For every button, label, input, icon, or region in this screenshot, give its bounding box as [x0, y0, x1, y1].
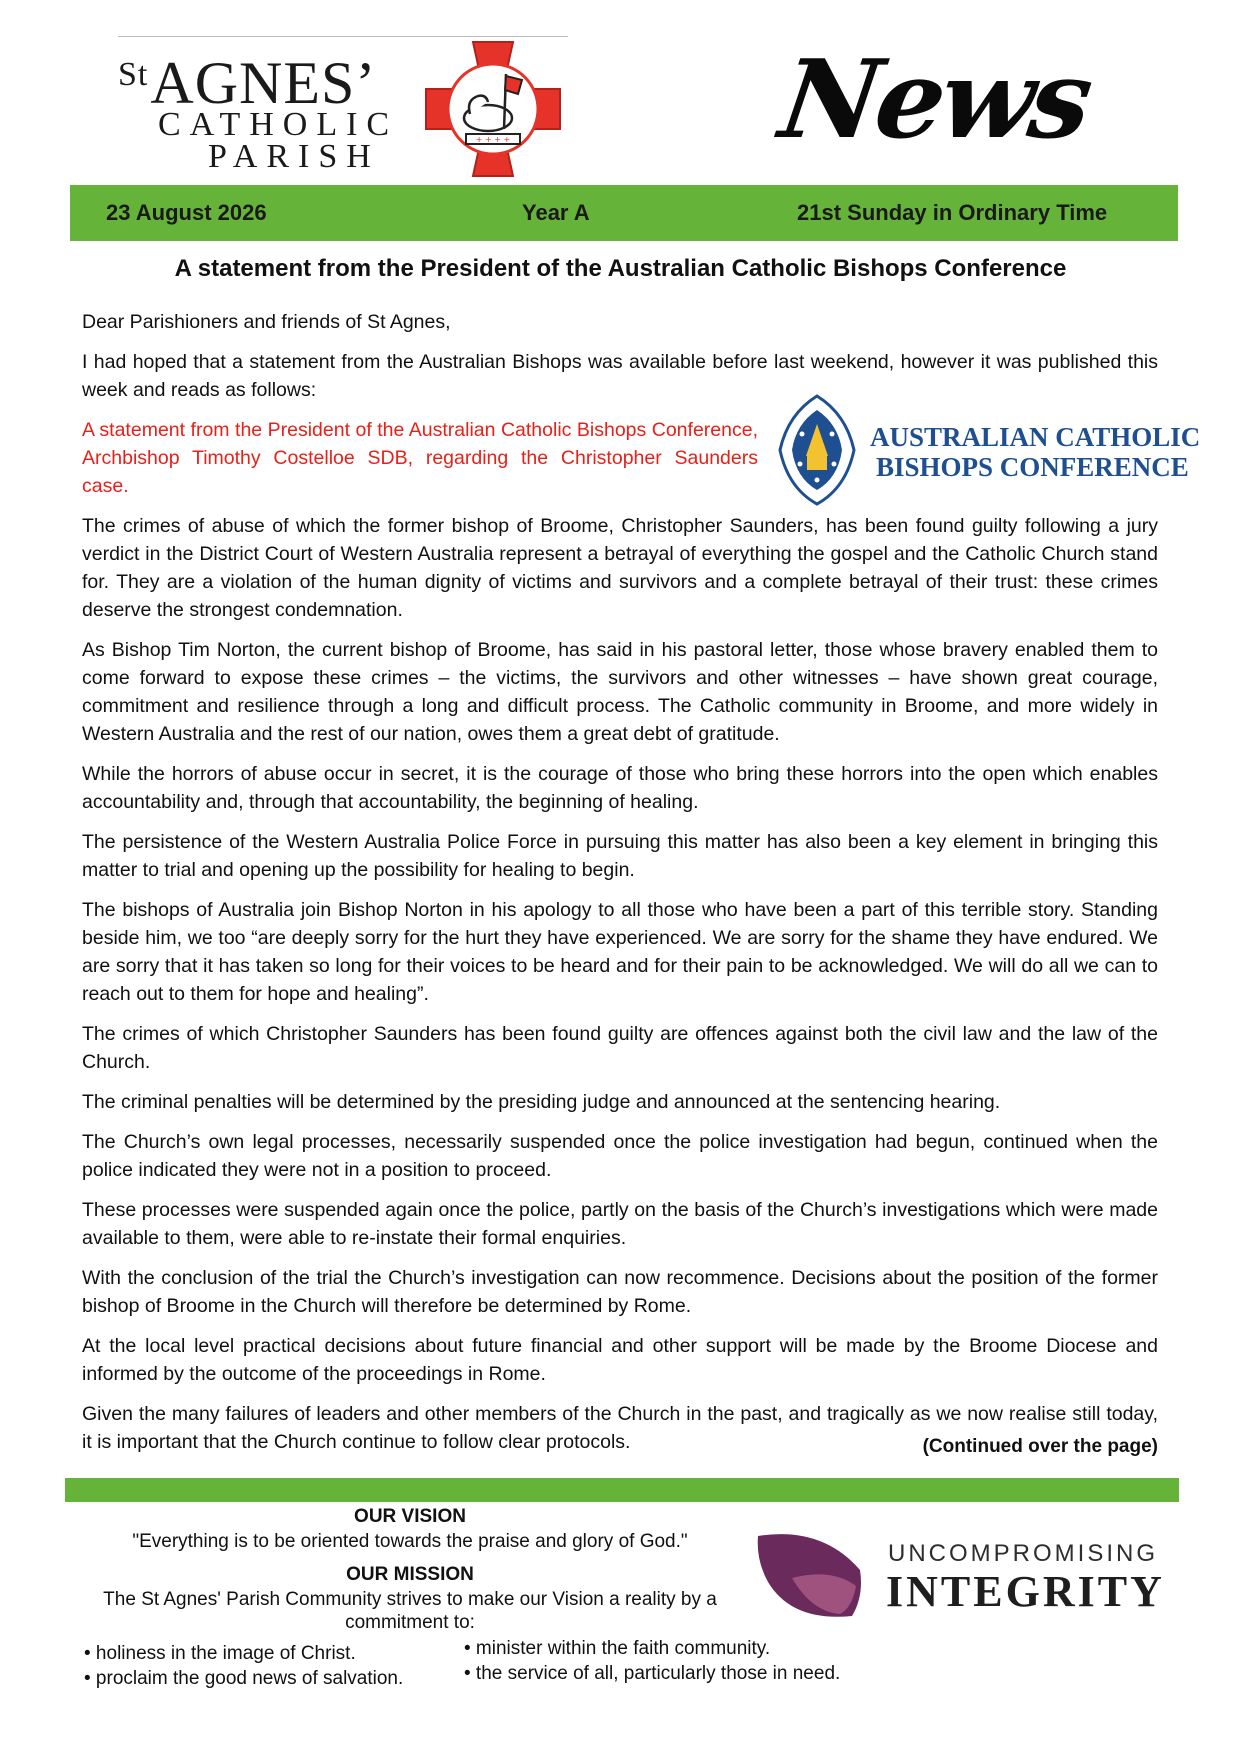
greeting-paragraph: Dear Parishioners and friends of St Agnes, — [82, 311, 451, 333]
body-paragraph: The crimes of which Christopher Saunders has been found guilty are offences against both the civil law and the law of the Church. — [82, 1023, 1158, 1073]
body-paragraph: As Bishop Tim Norton, the current bishop of Broome, has said in his pastoral letter, those whose bravery enabled them to come forward to expose these crimes – the victims, the survivors and other witnesses – have shown great courage, commitment and resilience through a long and difficult process. The Catholic community in Broome, and more widely in Western Australia and the rest of our nation, owes them a great debt of gratitude. — [82, 639, 1158, 745]
body-paragraph: Given the many failures of leaders and other members of the Church in the past, and tragically as we now realise still today, it is important that the Church continue to follow clear protocols. — [82, 1403, 1158, 1453]
issue-date: 23 August 2026 — [106, 200, 267, 225]
vision-heading: OUR VISION — [354, 1506, 466, 1527]
parish-name-line-3: PARISH — [208, 138, 380, 175]
info-bar — [70, 185, 1178, 241]
mission-heading: OUR MISSION — [346, 1564, 474, 1585]
mission-text: The St Agnes' Parish Community strives to make our Vision a reality by a commitment to: — [103, 1589, 717, 1633]
body-paragraph: These processes were suspended again once the police, partly on the basis of the Church’s investigations which were made available to them, were able to re-instate their formal enquiries. — [82, 1199, 1158, 1249]
statement-body — [82, 308, 1158, 1468]
parish-name-line-2: CATHOLIC — [158, 106, 399, 143]
acbc-name-line-1: AUSTRALIAN CATHOLIC — [870, 422, 1201, 452]
body-paragraph: The criminal penalties will be determined by the presiding judge and announced at the sentencing hearing. — [82, 1091, 1001, 1113]
body-paragraph: The crimes of abuse of which the former bishop of Broome, Christopher Saunders, has been found guilty following a jury verdict in the District Court of Western Australia represent a betrayal of everything the gospel and the Catholic Church stand for. They are a violation of the human dignity of victims and survivors and a complete betrayal of their trust: these crimes deserve the strongest condemnation. — [82, 515, 1158, 621]
continued-note: (Continued over the page) — [922, 1436, 1158, 1457]
body-paragraph: The bishops of Australia join Bishop Norton in his apology to all those who have been a part of this terrible story. Standing beside him, we too “are deeply sorry for the hurt they have experienced. We are sorry for the shame they have endured. We are sorry that it has taken so long for their voices to be heard and for their pain to be acknowledged. We will do all we can to reach out to them for hope and healing”. — [82, 899, 1158, 1005]
body-paragraph: While the horrors of abuse occur in secret, it is the courage of those who bring these horrors into the open which enables accountability and, through that accountability, the beginning of healing. — [82, 763, 1158, 813]
mission-bullet: • holiness in the image of Christ. — [84, 1643, 356, 1664]
parish-name-agnes: AGNES’ — [150, 50, 377, 116]
integrity-line-2: INTEGRITY — [886, 1567, 1165, 1616]
parish-name-line-1 — [118, 44, 376, 114]
liturgical-year: Year A — [522, 200, 590, 225]
leaf-icon — [752, 1530, 867, 1622]
lamb-cross-emblem-icon — [418, 34, 568, 184]
footer-bar — [65, 1478, 1179, 1502]
mission-bullet: • the service of all, particularly those in need. — [464, 1663, 841, 1684]
mission-bullet: • minister within the faith community. — [464, 1638, 771, 1659]
integrity-line-1: UNCOMPROMISING — [888, 1540, 1158, 1567]
body-paragraph: At the local level practical decisions about future financial and other support will be made by the Broome Diocese and informed by the outcome of the proceedings in Rome. — [82, 1335, 1158, 1385]
liturgical-sunday: 21st Sunday in Ordinary Time — [797, 200, 1108, 225]
acbc-name-line-2: BISHOPS CONFERENCE — [876, 452, 1189, 482]
integrity-logo — [752, 1526, 1172, 1636]
svg-text:+ + + +: + + + + — [475, 135, 511, 144]
statement-title-paragraph: A statement from the President of the Australian Catholic Bishops Conference, Archbishop Timothy Costelloe SDB, regarding the Christopher Saunders case. — [82, 419, 758, 497]
vision-text: "Everything is to be oriented towards the praise and glory of God." — [132, 1531, 688, 1552]
mission-bullet: • proclaim the good news of salvation. — [84, 1668, 404, 1689]
body-paragraph: The persistence of the Western Australia Police Force in pursuing this matter has also been a key element in bringing this matter to trial and opening up the possibility for healing to begin. — [82, 831, 1158, 881]
body-paragraph: The Church’s own legal processes, necessarily suspended once the police investigation had begun, continued when the police indicated they were not in a position to proceed. — [82, 1131, 1158, 1181]
parish-name-st: St — [118, 56, 149, 93]
statement-heading: A statement from the President of the Australian Catholic Bishops Conference — [174, 255, 1067, 282]
parish-logo — [118, 36, 570, 176]
news-title: News — [773, 37, 1097, 163]
intro-paragraph: I had hoped that a statement from the Australian Bishops was available before last weekend, however it was published this week and reads as follows: — [82, 351, 1158, 401]
body-paragraph: With the conclusion of the trial the Church’s investigation can now recommence. Decisions about the position of the former bishop of Broome in the Church will therefore be determined by Rome. — [82, 1267, 1158, 1317]
masthead — [0, 0, 1241, 185]
